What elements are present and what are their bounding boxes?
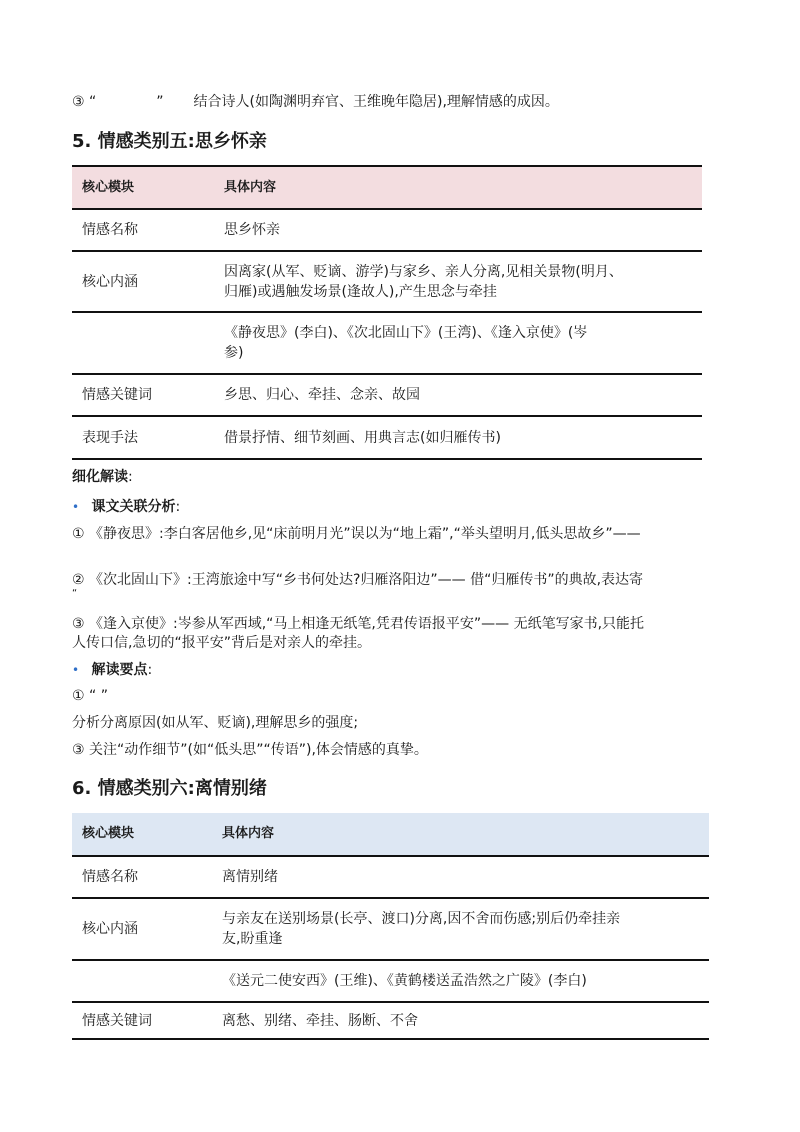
table-cell: 离情别绪 — [222, 869, 278, 885]
list-item: ① 《静夜思》:李白客居他乡,见“床前明月光”误以为“地上霜”,“举头望明月,低头思故乡”—— — [72, 526, 641, 542]
table-header-cell: 核心模块 — [82, 179, 135, 195]
table-header-cell: 核心模块 — [82, 826, 135, 841]
detail-title: 细化解读: — [72, 469, 133, 485]
table-cell: 与亲友在送别场景(长亭、渡口)分离,因不舍而伤感;别后仍牵挂亲 友,盼重逢 — [222, 911, 621, 947]
table-row — [72, 856, 709, 898]
top-line — [72, 92, 559, 112]
section5-table — [72, 165, 702, 460]
table-row — [72, 209, 702, 251]
table-header-row — [72, 166, 702, 209]
section6-heading: 6. 情感类别六:离情别绪 — [72, 778, 267, 799]
top-line-prefix: ③ “ — [72, 94, 97, 110]
top-line-text: 结合诗人(如陶渊明弃官、王维晚年隐居),理解情感的成因。 — [193, 94, 559, 110]
bullet-title: 课文关联分析 — [91, 499, 176, 515]
table-cell: 借景抒情、细节刻画、用典言志(如归雁传书) — [224, 429, 501, 446]
table-cell: 《静夜思》(李白)、《次北固山下》(王湾)、《逢入京使》(岑 参) — [224, 325, 588, 361]
table-row — [72, 416, 702, 459]
table-row — [72, 374, 702, 416]
list-item: 人传口信,急切的“报平安”背后是对亲人的牵挂。 — [72, 635, 371, 651]
table-cell: 乡思、归心、牵挂、念亲、故园 — [224, 387, 420, 403]
list-item: ② 《次北固山下》:王湾旅途中写“乡书何处达?归雁洛阳边”—— 借“归雁传书”的典故,表达寄 — [72, 572, 644, 588]
table-row — [72, 312, 702, 374]
table-row — [72, 1002, 709, 1039]
table-header-cell: 具体内容 — [224, 179, 277, 195]
table-cell: 情感名称 — [82, 222, 138, 238]
list-item: ③ 《逢入京使》:岑参从军西域,“马上相逢无纸笔,凭君传语报平安”—— 无纸笔写家书,只能托 — [72, 616, 645, 632]
point-item: ① “ ” — [72, 688, 108, 704]
table-header-row — [72, 813, 709, 856]
point-item: 分析分离原因(如从军、贬谪),理解思乡的强度; — [72, 715, 359, 731]
bullet-dot-icon: • — [72, 663, 80, 677]
bullet-title: 解读要点 — [91, 662, 148, 678]
table-row — [72, 960, 709, 1002]
section5-heading: 5. 情感类别五:思乡怀亲 — [72, 131, 267, 152]
table-cell: 情感关键词 — [82, 1012, 152, 1029]
table-row — [72, 251, 702, 312]
table-cell: 情感名称 — [82, 869, 138, 885]
table-cell: 因离家(从军、贬谪、游学)与家乡、亲人分离,见相关景物(明月、 归雁)或遇触发场景(逢故人),产生思念与牵挂 — [224, 263, 623, 300]
table-cell — [72, 312, 214, 374]
table-row — [72, 898, 709, 960]
table-cell: 离愁、别绪、牵挂、肠断、不舍 — [222, 1012, 418, 1029]
top-line-quote-end: ” — [156, 94, 164, 110]
bullet-dot-icon: • — [72, 500, 80, 514]
table-cell: 表现手法 — [82, 429, 138, 446]
table-cell: 情感关键词 — [82, 387, 152, 403]
table-cell: 《送元二使安西》(王维)、《黄鹤楼送孟浩然之广陵》(李白) — [222, 973, 587, 989]
point-item: ③ 关注“动作细节”(如“低头思”“传语”),体会情感的真挚。 — [72, 742, 428, 758]
table-cell — [72, 960, 212, 1002]
section6-table — [72, 813, 709, 1040]
table-cell: 核心内涵 — [82, 273, 138, 290]
bullet-item: • 课文关联分析: — [72, 499, 181, 515]
table-cell: 思乡怀亲 — [224, 222, 280, 238]
list-item-fragment: “ — [72, 588, 78, 599]
table-cell: 核心内涵 — [82, 921, 138, 937]
bullet-item: • 解读要点: — [72, 662, 153, 678]
table-header-cell: 具体内容 — [222, 826, 275, 841]
